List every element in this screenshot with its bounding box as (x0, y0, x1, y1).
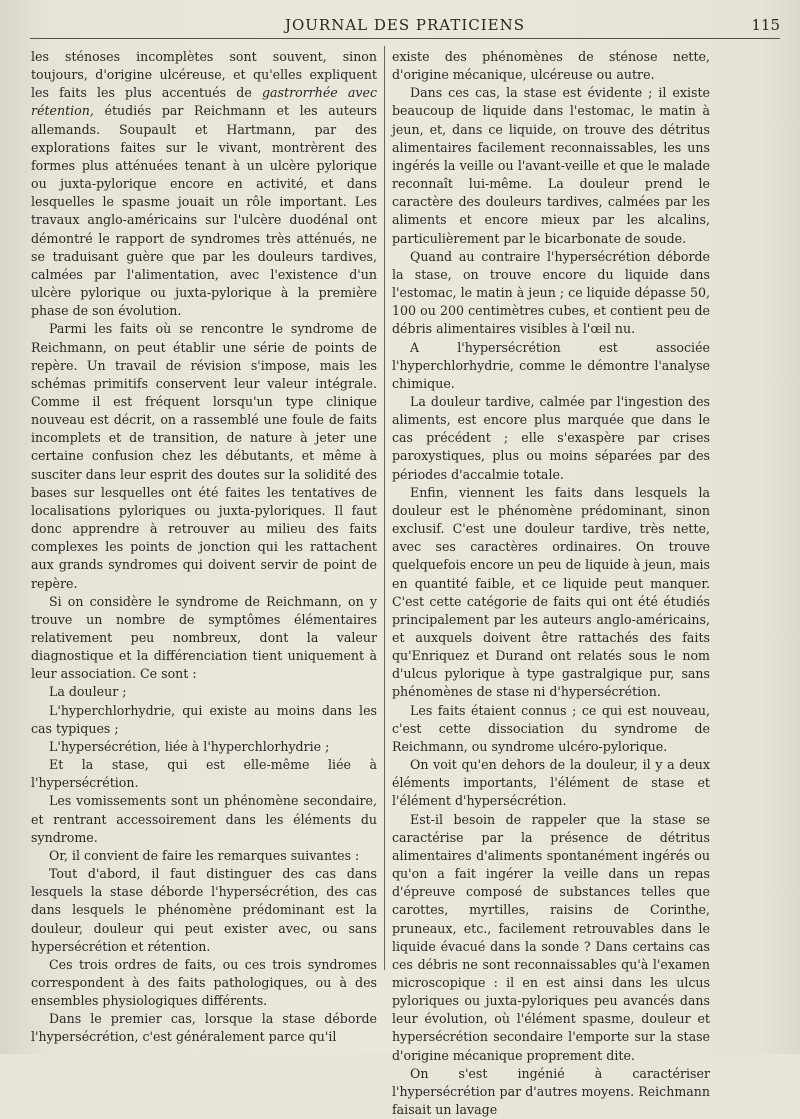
left-paragraph-1 (31, 48, 377, 320)
left-list-item-2: L'hyperchlorhydrie, qui existe au moins dans les cas typiques ; (31, 702, 377, 736)
right-column (392, 48, 710, 1118)
left-paragraph-5: Or, il convient de faire les remarques suivantes : (49, 847, 360, 863)
right-paragraph-6: Enfin, viennent les faits dans lesquels la douleur est le phénomène prédominant, sinon exclusif. C'est une douleur tardive, très nette, avec ses caractères ordinaires. On trouve quelquefois encore un peu de liquide à jeun, mais en quantité faible, et ce liquide peut manquer. C'est cette catégorie de faits qui ont été étudiés principalement par les auteurs anglo-américains, et auxquels doivent être rattachés des faits qu'Enriquez et Durand ont relatés sous le nom d'ulcus pylorique à type gastralgique pur, sans phénomènes de stase ni d'hypersécrétion. (392, 484, 710, 700)
left-paragraph-6: Tout d'abord, il faut distinguer des cas dans lesquels la stase déborde l'hypersécrétion, des cas dans lesquels le phénomène prédominant est la douleur, douleur qui peut exister avec, ou sans hypersécrétion et rétention. (31, 866, 377, 954)
column-divider (384, 46, 385, 970)
right-paragraph-5: La douleur tardive, calmée par l'ingestion des aliments, est encore plus marquée que dans le cas précédent ; elle s'exaspère par crises paroxystiques, plus ou moins séparées par des périodes d'accalmie totale. (392, 393, 710, 482)
left-paragraph-2: Parmi les faits où se rencontre le syndrome de Reichmann, on peut établir une série de points de repère. Un travail de révision s'impose, mais les schémas primitifs conservent leur valeur intégrale. Comme il est fréquent lorsqu'un type clinique nouveau est décrit, on a rassemblé une foule de faits incomplets et de transition, de nature à jeter une certaine confusion chez les débutants, et même à susciter dans leur esprit des doutes sur la solidité des bases sur lesquelles ont été faites les tentatives de localisations pyloriques ou juxta-pyloriques. Il faut donc apprendre à retrouver au milieu des faits complexes les points de jonction qui les rattachent aux grands syndromes qui doivent servir de point de repère. (31, 321, 377, 591)
left-paragraph-1-tail: étudiés par Reichmann et les auteurs allemands. Soupault et Hartmann, par des explorations faites sur le vivant, montrèrent des formes plus atténuées tenant à un ulcère pylorique ou juxta-pylorique encore en activité, et dans lesquelles le spasme jouait un rôle important. Les travaux anglo-américains sur l'ulcère duodénal ont démontré le rapport de syndromes très atténués, ne se traduisant guère que par les douleurs tardives, calmées par l'alimentation, avec l'existence d'un ulcère pylorique ou juxta-pylorique à la première phase de son évolution. (31, 103, 377, 319)
left-paragraph-7: Ces trois ordres de faits, ou ces trois syndromes correspondent à des faits pathologiques, ou à des ensembles physiologiques différents. (31, 956, 377, 1009)
left-paragraph-1-italic: gastrorrhée avec rétention, (31, 85, 378, 119)
left-paragraph-3: Si on considère le syndrome de Reichmann, on y trouve un nombre de symptômes élémentaires relativement peu nombreux, dont la valeur diagnostique et la différenciation tient uniquement à leur association. Ce sont : (31, 593, 377, 682)
left-list-item-1: La douleur ; (49, 684, 127, 700)
running-head (30, 16, 780, 39)
right-paragraph-9: Est-il besoin de rappeler que la stase se caractérise par la présence de détritus alimentaires d'aliments spontanément ingérés ou qu'on a fait ingérer la veille dans un repas d'épreuve composé de substances telles que carottes, myrtilles, raisins de Corinthe, pruneaux, etc., facilement retrouvables dans le liquide évacué dans la sonde ? Dans certains cas ces débris ne sont reconnaissables qu'à l'examen microscopique : il en est ainsi dans les ulcus pyloriques ou juxta-pyloriques peu avancés dans leur évolution, où l'élément spasme, douleur et hypersécrétion secondaire l'emporte sur la stase d'origine mécanique proprement dite. (392, 811, 710, 1063)
left-column (31, 48, 378, 1045)
right-paragraph-2: Dans ces cas, la stase est évidente ; il existe beaucoup de liquide dans l'estomac, le matin à jeun, et, dans ce liquide, on trouve des détritus alimentaires facilement reconnaissables, les uns ingérés la veille ou l'avant-veille et que le malade reconnaît lui-même. La douleur prend le caractère des douleurs tardives, calmées par les aliments et encore mieux par les alcalins, particulièrement par le bicarbonate de soude. (392, 85, 710, 246)
left-paragraph-8: Dans le premier cas, lorsque la stase déborde l'hypersécrétion, c'est généralement parce qu'il (31, 1011, 377, 1045)
right-paragraph-10: On s'est ingénié à caractériser l'hypersécrétion par d'autres moyens. Reichmann faisait un lavage (392, 1065, 710, 1118)
right-paragraph-8: On voit qu'en dehors de la douleur, il y a deux éléments importants, l'élément de stase et l'élément d'hypersécrétion. (392, 757, 710, 809)
right-paragraph-4: A l'hypersécrétion est associée l'hyperchlorhydrie, comme le démontre l'analyse chimique. (392, 339, 710, 391)
journal-title: JOURNAL DES PRATICIENS (284, 16, 526, 34)
right-paragraph-3: Quand au contraire l'hypersécrétion déborde la stase, on trouve encore du liquide dans l'estomac, le matin à jeun ; ce liquide dépasse 50, 100 ou 200 centimètres cubes, et contient peu de débris alimentaires visibles à l'œil nu. (392, 248, 710, 337)
right-paragraph-7: Les faits étaient connus ; ce qui est nouveau, c'est cette dissociation du syndrome de Reichmann, ou syndrome ulcéro-pylorique. (392, 702, 710, 754)
page-number: 115 (751, 16, 780, 34)
left-list-item-4: Et la stase, qui est elle-même liée à l'hypersécrétion. (31, 757, 377, 791)
left-paragraph-1-head: les sténoses incomplètes sont souvent, sinon toujours, d'origine ulcéreuse, et qu'elles expliquent les faits les plus accentués de (31, 49, 377, 101)
left-list-item-3: L'hypersécrétion, liée à l'hyperchlorhydrie ; (49, 738, 330, 754)
right-paragraph-1: existe des phénomènes de sténose nette, d'origine mécanique, ulcéreuse ou autre. (392, 49, 710, 83)
left-paragraph-4: Les vomissements sont un phénomène secondaire, et rentrant accessoirement dans les éléments du syndrome. (31, 793, 377, 845)
